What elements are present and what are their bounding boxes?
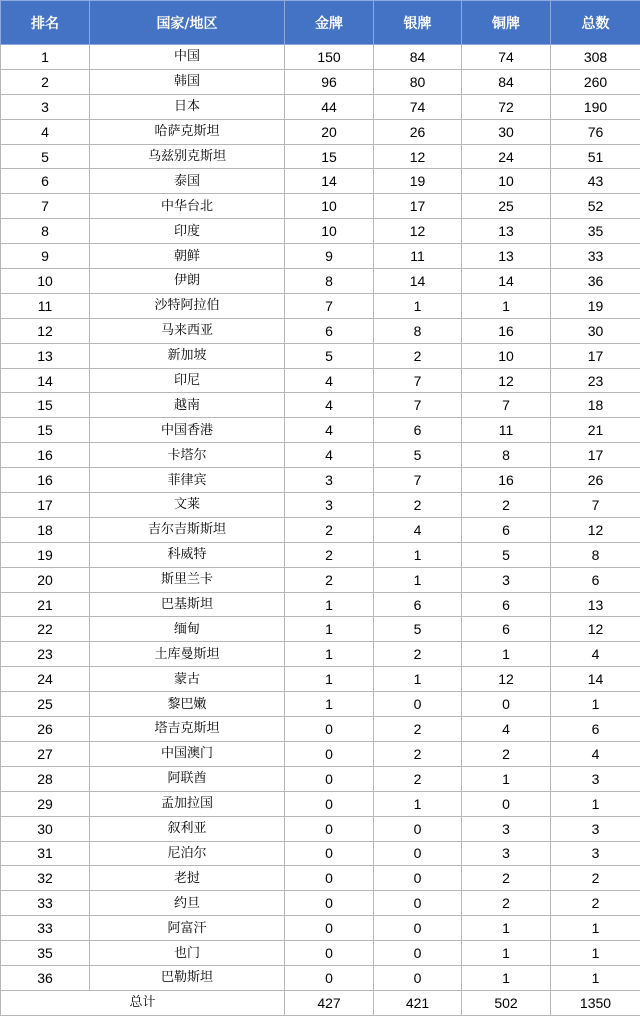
cell-total: 260 xyxy=(551,69,640,94)
cell-gold: 3 xyxy=(285,468,374,493)
header-bronze: 铜牌 xyxy=(462,1,551,45)
cell-country: 阿富汗 xyxy=(90,916,285,941)
cell-rank: 5 xyxy=(1,144,90,169)
cell-total: 1 xyxy=(551,916,640,941)
cell-bronze: 30 xyxy=(462,119,551,144)
cell-total: 17 xyxy=(551,443,640,468)
cell-country: 尼泊尔 xyxy=(90,841,285,866)
table-row xyxy=(1,194,640,219)
table-row xyxy=(1,816,640,841)
cell-gold: 1 xyxy=(285,617,374,642)
cell-rank: 15 xyxy=(1,393,90,418)
cell-country: 印尼 xyxy=(90,368,285,393)
cell-gold: 0 xyxy=(285,791,374,816)
cell-bronze: 1 xyxy=(462,293,551,318)
cell-rank: 19 xyxy=(1,542,90,567)
table-row xyxy=(1,318,640,343)
cell-bronze: 12 xyxy=(462,368,551,393)
table-row xyxy=(1,493,640,518)
cell-rank: 16 xyxy=(1,443,90,468)
cell-gold: 2 xyxy=(285,542,374,567)
cell-silver: 80 xyxy=(374,69,462,94)
cell-gold: 150 xyxy=(285,45,374,70)
cell-bronze: 25 xyxy=(462,194,551,219)
table-row xyxy=(1,965,640,990)
cell-bronze: 7 xyxy=(462,393,551,418)
cell-country: 新加坡 xyxy=(90,343,285,368)
cell-bronze: 1 xyxy=(462,642,551,667)
cell-silver: 7 xyxy=(374,393,462,418)
cell-total: 52 xyxy=(551,194,640,219)
table-row xyxy=(1,244,640,269)
cell-total: 3 xyxy=(551,816,640,841)
table-row xyxy=(1,119,640,144)
cell-gold: 96 xyxy=(285,69,374,94)
cell-bronze: 1 xyxy=(462,916,551,941)
cell-bronze: 2 xyxy=(462,866,551,891)
cell-country: 巴勒斯坦 xyxy=(90,965,285,990)
cell-rank: 36 xyxy=(1,965,90,990)
cell-country: 中国 xyxy=(90,45,285,70)
cell-country: 伊朗 xyxy=(90,269,285,294)
cell-total: 4 xyxy=(551,741,640,766)
cell-rank: 8 xyxy=(1,219,90,244)
cell-rank: 33 xyxy=(1,916,90,941)
cell-gold: 0 xyxy=(285,866,374,891)
cell-total: 1 xyxy=(551,791,640,816)
cell-total: 6 xyxy=(551,567,640,592)
cell-rank: 22 xyxy=(1,617,90,642)
cell-country: 乌兹别克斯坦 xyxy=(90,144,285,169)
cell-country: 越南 xyxy=(90,393,285,418)
cell-silver: 2 xyxy=(374,717,462,742)
cell-silver: 11 xyxy=(374,244,462,269)
cell-bronze: 6 xyxy=(462,617,551,642)
cell-country: 缅甸 xyxy=(90,617,285,642)
cell-silver: 0 xyxy=(374,941,462,966)
cell-total: 7 xyxy=(551,493,640,518)
cell-total: 35 xyxy=(551,219,640,244)
cell-rank: 25 xyxy=(1,692,90,717)
cell-silver: 2 xyxy=(374,766,462,791)
cell-gold: 0 xyxy=(285,841,374,866)
cell-total: 17 xyxy=(551,343,640,368)
cell-rank: 14 xyxy=(1,368,90,393)
cell-silver: 1 xyxy=(374,567,462,592)
cell-silver: 0 xyxy=(374,841,462,866)
cell-total: 36 xyxy=(551,269,640,294)
cell-bronze: 1 xyxy=(462,766,551,791)
cell-bronze: 74 xyxy=(462,45,551,70)
cell-country: 巴基斯坦 xyxy=(90,592,285,617)
cell-silver: 14 xyxy=(374,269,462,294)
summary-label: 总计 xyxy=(1,990,285,1015)
cell-gold: 0 xyxy=(285,717,374,742)
cell-country: 约旦 xyxy=(90,891,285,916)
cell-silver: 2 xyxy=(374,642,462,667)
cell-total: 2 xyxy=(551,891,640,916)
cell-rank: 16 xyxy=(1,468,90,493)
cell-rank: 23 xyxy=(1,642,90,667)
cell-silver: 2 xyxy=(374,493,462,518)
cell-total: 190 xyxy=(551,94,640,119)
cell-gold: 0 xyxy=(285,916,374,941)
table-row xyxy=(1,941,640,966)
table-row xyxy=(1,45,640,70)
table-row xyxy=(1,592,640,617)
header-row xyxy=(1,1,640,45)
table-row xyxy=(1,94,640,119)
cell-total: 1 xyxy=(551,692,640,717)
cell-bronze: 2 xyxy=(462,741,551,766)
table-row xyxy=(1,517,640,542)
cell-rank: 7 xyxy=(1,194,90,219)
table-row xyxy=(1,368,640,393)
header-rank: 排名 xyxy=(1,1,90,45)
table-row xyxy=(1,567,640,592)
cell-gold: 4 xyxy=(285,393,374,418)
cell-gold: 44 xyxy=(285,94,374,119)
summary-total: 1350 xyxy=(551,990,640,1015)
cell-silver: 2 xyxy=(374,741,462,766)
cell-country: 土库曼斯坦 xyxy=(90,642,285,667)
cell-gold: 4 xyxy=(285,368,374,393)
cell-bronze: 6 xyxy=(462,592,551,617)
cell-bronze: 11 xyxy=(462,418,551,443)
cell-gold: 6 xyxy=(285,318,374,343)
cell-gold: 10 xyxy=(285,219,374,244)
cell-bronze: 10 xyxy=(462,169,551,194)
cell-country: 孟加拉国 xyxy=(90,791,285,816)
table-row xyxy=(1,841,640,866)
cell-country: 文莱 xyxy=(90,493,285,518)
cell-rank: 33 xyxy=(1,891,90,916)
cell-country: 阿联酋 xyxy=(90,766,285,791)
cell-country: 蒙古 xyxy=(90,667,285,692)
table-body xyxy=(1,45,640,1016)
table-row xyxy=(1,542,640,567)
cell-gold: 1 xyxy=(285,642,374,667)
cell-silver: 0 xyxy=(374,816,462,841)
cell-total: 18 xyxy=(551,393,640,418)
cell-total: 1 xyxy=(551,965,640,990)
cell-bronze: 13 xyxy=(462,219,551,244)
table-row xyxy=(1,866,640,891)
cell-country: 沙特阿拉伯 xyxy=(90,293,285,318)
cell-bronze: 1 xyxy=(462,965,551,990)
cell-country: 卡塔尔 xyxy=(90,443,285,468)
cell-country: 哈萨克斯坦 xyxy=(90,119,285,144)
cell-gold: 0 xyxy=(285,816,374,841)
cell-total: 33 xyxy=(551,244,640,269)
cell-country: 菲律宾 xyxy=(90,468,285,493)
table-row xyxy=(1,393,640,418)
header-silver: 银牌 xyxy=(374,1,462,45)
cell-rank: 3 xyxy=(1,94,90,119)
cell-silver: 4 xyxy=(374,517,462,542)
table-row xyxy=(1,642,640,667)
cell-gold: 0 xyxy=(285,891,374,916)
cell-country: 中华台北 xyxy=(90,194,285,219)
cell-rank: 28 xyxy=(1,766,90,791)
cell-silver: 5 xyxy=(374,617,462,642)
cell-rank: 20 xyxy=(1,567,90,592)
table-row xyxy=(1,169,640,194)
cell-rank: 24 xyxy=(1,667,90,692)
cell-silver: 0 xyxy=(374,965,462,990)
summary-gold: 427 xyxy=(285,990,374,1015)
cell-gold: 2 xyxy=(285,567,374,592)
table-row xyxy=(1,717,640,742)
cell-gold: 4 xyxy=(285,418,374,443)
cell-bronze: 3 xyxy=(462,841,551,866)
cell-silver: 8 xyxy=(374,318,462,343)
cell-gold: 1 xyxy=(285,592,374,617)
cell-bronze: 0 xyxy=(462,692,551,717)
cell-gold: 5 xyxy=(285,343,374,368)
cell-country: 中国香港 xyxy=(90,418,285,443)
cell-rank: 21 xyxy=(1,592,90,617)
table-row xyxy=(1,293,640,318)
cell-rank: 9 xyxy=(1,244,90,269)
cell-total: 6 xyxy=(551,717,640,742)
cell-country: 也门 xyxy=(90,941,285,966)
header-total: 总数 xyxy=(551,1,640,45)
cell-silver: 2 xyxy=(374,343,462,368)
cell-total: 12 xyxy=(551,617,640,642)
cell-rank: 31 xyxy=(1,841,90,866)
cell-bronze: 84 xyxy=(462,69,551,94)
table-row xyxy=(1,667,640,692)
cell-rank: 29 xyxy=(1,791,90,816)
cell-silver: 12 xyxy=(374,219,462,244)
cell-total: 13 xyxy=(551,592,640,617)
cell-country: 黎巴嫩 xyxy=(90,692,285,717)
cell-total: 26 xyxy=(551,468,640,493)
table-row xyxy=(1,69,640,94)
cell-country: 马来西亚 xyxy=(90,318,285,343)
table-row xyxy=(1,891,640,916)
cell-gold: 0 xyxy=(285,766,374,791)
cell-silver: 0 xyxy=(374,916,462,941)
cell-gold: 20 xyxy=(285,119,374,144)
cell-total: 308 xyxy=(551,45,640,70)
cell-rank: 11 xyxy=(1,293,90,318)
cell-total: 2 xyxy=(551,866,640,891)
cell-bronze: 16 xyxy=(462,318,551,343)
summary-row xyxy=(1,990,640,1015)
cell-total: 43 xyxy=(551,169,640,194)
cell-gold: 0 xyxy=(285,941,374,966)
cell-rank: 13 xyxy=(1,343,90,368)
cell-rank: 26 xyxy=(1,717,90,742)
cell-rank: 27 xyxy=(1,741,90,766)
cell-rank: 4 xyxy=(1,119,90,144)
summary-silver: 421 xyxy=(374,990,462,1015)
table-row xyxy=(1,443,640,468)
cell-country: 朝鲜 xyxy=(90,244,285,269)
cell-silver: 12 xyxy=(374,144,462,169)
cell-country: 斯里兰卡 xyxy=(90,567,285,592)
cell-bronze: 72 xyxy=(462,94,551,119)
cell-total: 4 xyxy=(551,642,640,667)
cell-bronze: 4 xyxy=(462,717,551,742)
cell-country: 吉尔吉斯斯坦 xyxy=(90,517,285,542)
cell-bronze: 13 xyxy=(462,244,551,269)
cell-gold: 15 xyxy=(285,144,374,169)
cell-total: 76 xyxy=(551,119,640,144)
cell-silver: 1 xyxy=(374,791,462,816)
cell-total: 1 xyxy=(551,941,640,966)
cell-country: 印度 xyxy=(90,219,285,244)
cell-silver: 0 xyxy=(374,692,462,717)
cell-gold: 0 xyxy=(285,965,374,990)
table-row xyxy=(1,791,640,816)
cell-bronze: 10 xyxy=(462,343,551,368)
cell-gold: 10 xyxy=(285,194,374,219)
cell-country: 老挝 xyxy=(90,866,285,891)
table-row xyxy=(1,468,640,493)
cell-silver: 84 xyxy=(374,45,462,70)
cell-silver: 74 xyxy=(374,94,462,119)
cell-bronze: 8 xyxy=(462,443,551,468)
cell-silver: 5 xyxy=(374,443,462,468)
table-row xyxy=(1,343,640,368)
table-row xyxy=(1,269,640,294)
cell-gold: 3 xyxy=(285,493,374,518)
header-gold: 金牌 xyxy=(285,1,374,45)
cell-rank: 2 xyxy=(1,69,90,94)
cell-rank: 32 xyxy=(1,866,90,891)
cell-total: 21 xyxy=(551,418,640,443)
cell-total: 23 xyxy=(551,368,640,393)
cell-gold: 14 xyxy=(285,169,374,194)
cell-bronze: 16 xyxy=(462,468,551,493)
table-row xyxy=(1,741,640,766)
cell-silver: 7 xyxy=(374,368,462,393)
cell-silver: 0 xyxy=(374,891,462,916)
cell-rank: 6 xyxy=(1,169,90,194)
cell-rank: 30 xyxy=(1,816,90,841)
cell-silver: 6 xyxy=(374,418,462,443)
cell-bronze: 6 xyxy=(462,517,551,542)
table-row xyxy=(1,766,640,791)
table-row xyxy=(1,617,640,642)
table-row xyxy=(1,219,640,244)
table-row xyxy=(1,692,640,717)
cell-silver: 1 xyxy=(374,667,462,692)
cell-total: 3 xyxy=(551,766,640,791)
cell-total: 30 xyxy=(551,318,640,343)
cell-country: 叙利亚 xyxy=(90,816,285,841)
cell-country: 日本 xyxy=(90,94,285,119)
cell-silver: 1 xyxy=(374,293,462,318)
cell-gold: 9 xyxy=(285,244,374,269)
cell-rank: 18 xyxy=(1,517,90,542)
cell-gold: 7 xyxy=(285,293,374,318)
cell-silver: 6 xyxy=(374,592,462,617)
cell-bronze: 2 xyxy=(462,493,551,518)
cell-silver: 0 xyxy=(374,866,462,891)
header-country: 国家/地区 xyxy=(90,1,285,45)
cell-bronze: 0 xyxy=(462,791,551,816)
cell-rank: 15 xyxy=(1,418,90,443)
cell-bronze: 5 xyxy=(462,542,551,567)
cell-rank: 35 xyxy=(1,941,90,966)
cell-total: 12 xyxy=(551,517,640,542)
cell-gold: 1 xyxy=(285,667,374,692)
cell-silver: 7 xyxy=(374,468,462,493)
cell-total: 51 xyxy=(551,144,640,169)
cell-silver: 17 xyxy=(374,194,462,219)
cell-bronze: 3 xyxy=(462,816,551,841)
cell-gold: 1 xyxy=(285,692,374,717)
cell-bronze: 24 xyxy=(462,144,551,169)
cell-bronze: 12 xyxy=(462,667,551,692)
cell-silver: 1 xyxy=(374,542,462,567)
cell-rank: 12 xyxy=(1,318,90,343)
cell-country: 中国澳门 xyxy=(90,741,285,766)
table-row xyxy=(1,916,640,941)
cell-rank: 17 xyxy=(1,493,90,518)
cell-total: 8 xyxy=(551,542,640,567)
cell-gold: 2 xyxy=(285,517,374,542)
summary-bronze: 502 xyxy=(462,990,551,1015)
cell-country: 塔吉克斯坦 xyxy=(90,717,285,742)
cell-bronze: 1 xyxy=(462,941,551,966)
cell-bronze: 14 xyxy=(462,269,551,294)
cell-country: 科威特 xyxy=(90,542,285,567)
cell-total: 3 xyxy=(551,841,640,866)
cell-total: 14 xyxy=(551,667,640,692)
cell-silver: 26 xyxy=(374,119,462,144)
table-row xyxy=(1,418,640,443)
cell-bronze: 3 xyxy=(462,567,551,592)
cell-bronze: 2 xyxy=(462,891,551,916)
cell-rank: 10 xyxy=(1,269,90,294)
cell-country: 泰国 xyxy=(90,169,285,194)
table-row xyxy=(1,144,640,169)
cell-total: 19 xyxy=(551,293,640,318)
cell-silver: 19 xyxy=(374,169,462,194)
cell-rank: 1 xyxy=(1,45,90,70)
cell-gold: 8 xyxy=(285,269,374,294)
cell-gold: 0 xyxy=(285,741,374,766)
cell-country: 韩国 xyxy=(90,69,285,94)
cell-gold: 4 xyxy=(285,443,374,468)
